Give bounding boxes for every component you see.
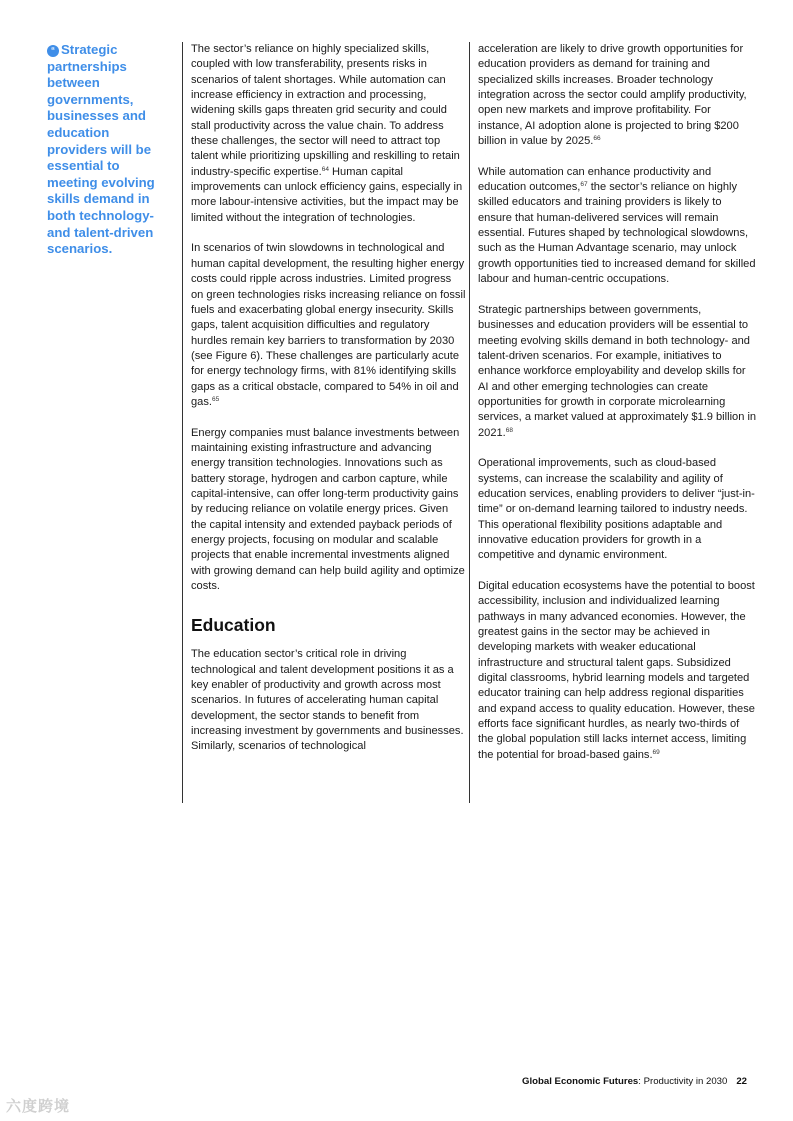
- footnote-ref: 69: [652, 748, 660, 756]
- page-number: 22: [736, 1076, 747, 1087]
- page-footer: [522, 1076, 747, 1087]
- paragraph: Digital education ecosystems have the potential to boost accessibility, inclusion and individualized learning pathways in many advanced economies. However, the greatest gains in the sector may be achieved in developing markets with weaker educational infrastructure and structural talent gaps. Subsidized digital classrooms, hybrid learning models and targeted educator training can help address regional disparities and expand access to quality education. However, these efforts face significant hurdles, as nearly two-thirds of the global population still lacks internet access, limiting the potential for broad-based gains.$^{69}$: [478, 580, 755, 761]
- watermark: 六度跨境: [6, 1098, 71, 1115]
- footnote-ref: 66: [593, 135, 601, 143]
- paragraph: Strategic partnerships between governments, businesses and education providers will be essential to meeting evolving skills demand in both technology- and talent-driven scenarios. For example, initiatives to enhance workforce employability and develop skills for AI and other emerging technologies can create opportunities for growth in corporate microlearning services, a market valued at approximately $1.9 billion in 2021.68: [478, 303, 757, 439]
- text-column-right: [469, 42, 757, 803]
- footnote-ref: 67: [580, 181, 588, 189]
- footnote-ref: 68: [505, 426, 513, 434]
- footnote-ref: 64: [321, 165, 329, 173]
- paragraph: Operational improvements, such as cloud-based systems, can increase the scalability and agility of education services, enabling providers to deliver “just-in-time” or on-demand learning tailored to industry needs. This operational flexibility positions adaptable and innovative education providers for growth in a competitive and dynamic environment.: [478, 457, 755, 562]
- paragraph: In scenarios of twin slowdowns in technological and human capital development, the resulting higher energy costs could ripple across industries. Limited progress on green technologies risks increasing reliance on fossil fuels and exacerbating global energy insecurity. Skills gaps, talent acquisition difficulties and regulatory hurdles remain key barriers to transformation by 2030 (see Figure 6). These challenges are particularly acute for energy technology firms, with 81% identifying skills gaps as a critical obstacle, compared to 54% in oil and gas.$^{65}$: [191, 242, 466, 408]
- footnote-ref: 65: [211, 395, 220, 403]
- sidebar-quote-text: Strategic partnerships between governments, businesses and education providers will be essential to meeting evolving skills demand in both technology- and talent-driven scenarios.: [47, 42, 155, 257]
- paragraph: acceleration are likely to drive growth opportunities for education providers as demand for training and specialized skills increases. Broader technology integration across the sector could amplify productivity, open new markets and improve profitability. For instance, AI adoption alone is projected to bring $200 billion in value by 2025.66: [478, 43, 747, 148]
- report-title: Global Economic Futures: [522, 1076, 639, 1087]
- sidebar-quote: [47, 42, 165, 258]
- quote-icon: “: [47, 45, 59, 57]
- paragraph: The education sector’s critical role in driving technological and talent development positions it as a key enabler of productivity and growth across most scenarios. In futures of accelerating human capital development, the sector stands to benefit from increasing investment by governments and businesses. Similarly, scenarios of technological: [191, 648, 464, 753]
- paragraph: Energy companies must balance investments between maintaining existing infrastructure and advancing energy transition technologies. Innovations such as battery storage, hydrogen and carbon capture, while capital-intensive, can offer long-term productivity gains by reducing reliance on volatile energy prices. Given the capital intensity and extended payback periods of energy projects, focusing on modular and scalable projects that enable incremental investments aligned with growing demand can help build agility and optimize costs.: [191, 426, 465, 593]
- report-subtitle: : Productivity in 2030: [638, 1076, 728, 1087]
- paragraph: While automation can enhance productivity and education outcomes,$^{67}$ the sector’s reliance on highly skilled educators and training providers is likely to ensure that human-delivered services will remain essential. Futures shaped by technological slowdowns, such as the Human Advantage scenario, may unlock growth opportunities tied to increased demand for skilled labour and human-centric occupations.: [478, 165, 756, 286]
- text-column-left: [182, 42, 466, 803]
- paragraph: The sector’s reliance on highly specialized skills, coupled with low transferability, presents risks in scenarios of talent shortages. While automation can increase efficiency in extraction and processing, widening skills gaps threaten grid security and could stall productivity across the value chain. To address these challenges, the sector will need to attract top talent while prioritizing upskilling and reskilling to retain industry-specific expertise.$^{64}$ Human capital improvements can unlock efficiency gains, especially in more labour-intensive activities, but the impact may be limited without the integration of technologies.: [191, 43, 463, 224]
- section-heading: Education: [191, 615, 276, 636]
